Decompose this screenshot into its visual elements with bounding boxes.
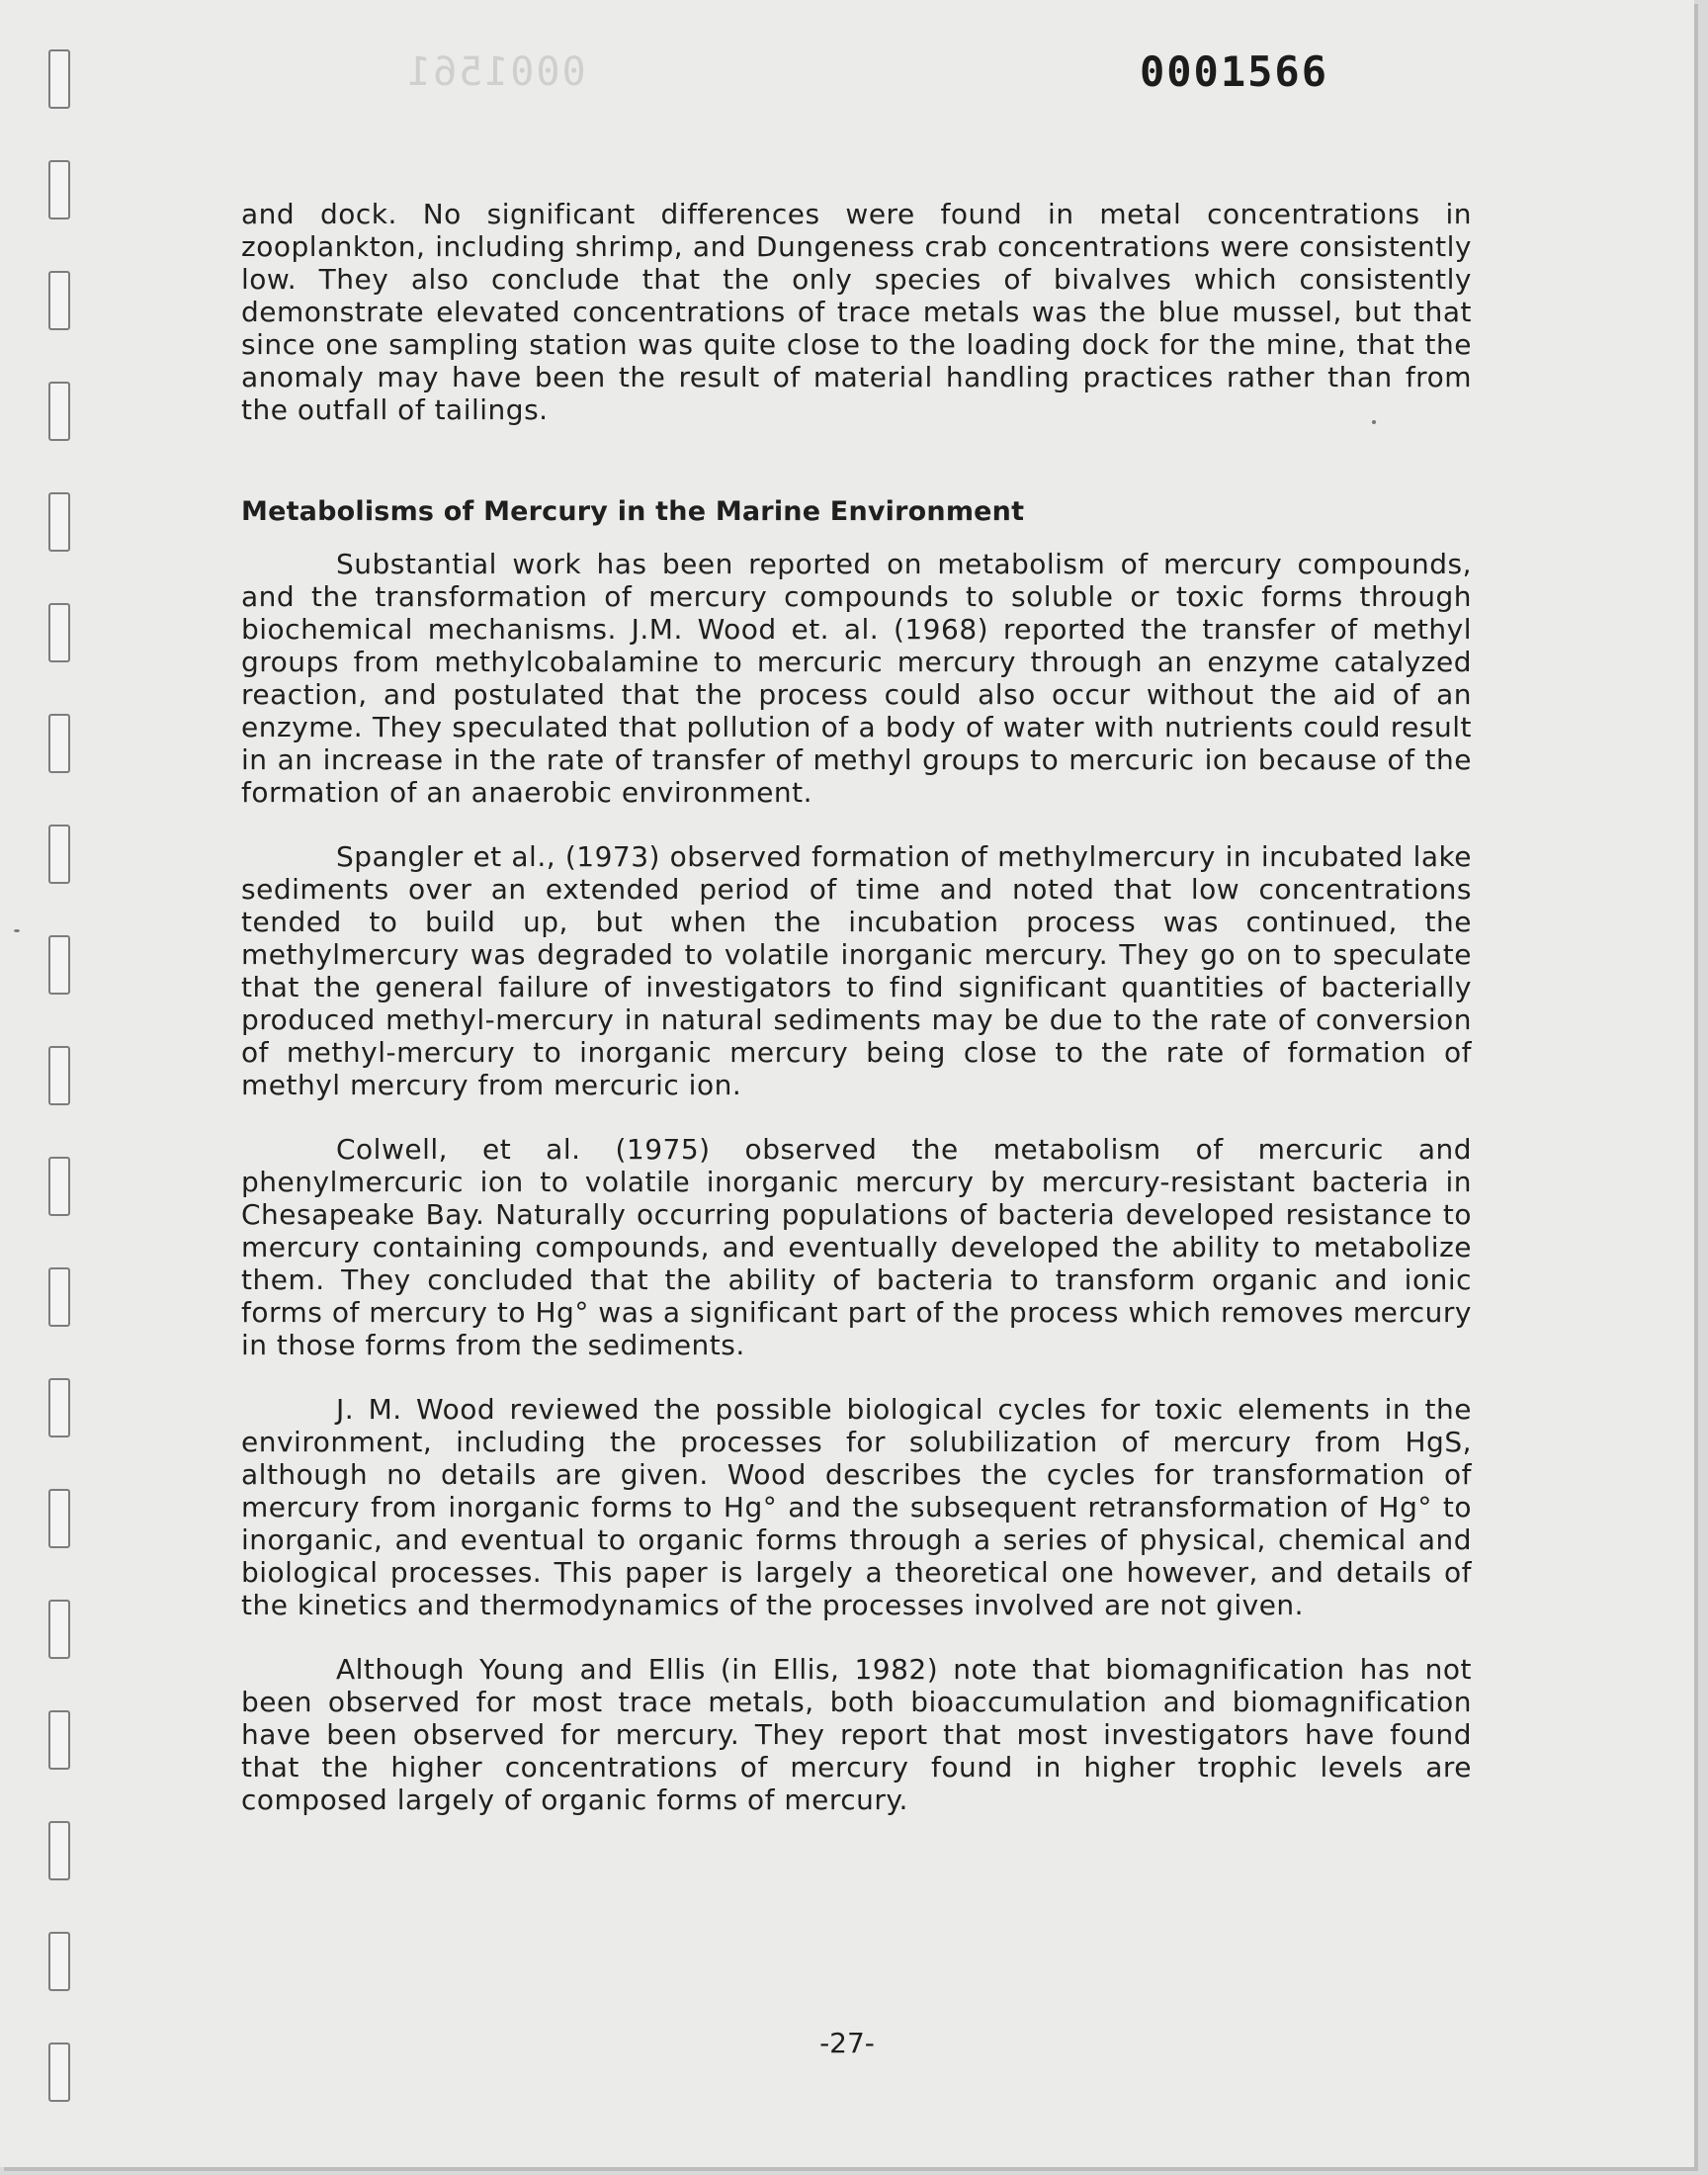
paragraph-spacer [241, 809, 1472, 840]
body-paragraph: J. M. Wood reviewed the possible biological cycles for toxic elements in the environment, including the processes for solubilization of mercury from HgS, although no details are given. Wood describes the cycles for transformation of mercury from inorganic forms to Hg° and the subsequent retransformation of Hg° to inorganic, and eventual to organic forms through a series of physical, chemical and biological processes. This paper is largely a theoretical one however, and details of the kinetics and thermodynamics of the processes involved are not given. [241, 1393, 1472, 1621]
intro-paragraph: and dock. No significant differences were found in metal concentrations in zooplankton, including shrimp, and Dungeness crab concentrations were consistently low. They also conclude that the only species of bivalves which consistently demonstrate elevated concentrations of trace metals was the blue mussel, but that since one sampling station was quite close to the loading dock for the mine, that the anomaly may have been the result of material handling practices rather than from the outfall of tailings. [241, 198, 1472, 426]
punch-hole-strip [48, 49, 74, 2106]
paragraph-spacer [241, 1621, 1472, 1653]
section-heading: Metabolisms of Mercury in the Marine Environment [241, 496, 1025, 527]
punch-hole [48, 1378, 70, 1437]
punch-hole [48, 1046, 70, 1105]
document-number: 0001566 [1139, 47, 1328, 96]
punch-hole [48, 603, 70, 662]
punch-hole [48, 935, 70, 995]
body-paragraph: Colwell, et al. (1975) observed the metabolism of mercuric and phenylmercuric ion to volatile inorganic mercury by mercury-resistant bacteria in Chesapeake Bay. Naturally occurring populations of bacteria developed resistance to mercury containing compounds, and eventually developed the ability to metabolize them. They concluded that the ability of bacteria to transform organic and ionic forms of mercury to Hg° was a significant part of the process which removes mercury in those forms from the sediments. [241, 1133, 1472, 1361]
punch-hole [48, 49, 70, 109]
punch-hole [48, 1932, 70, 1991]
scan-speck [1372, 420, 1376, 424]
scan-speck [14, 929, 20, 932]
body-paragraph: Substantial work has been reported on metabolism of mercury compounds, and the transformation of mercury compounds to soluble or toxic forms through biochemical mechanisms. J.M. Wood et. al. (1968) reported the transfer of methyl groups from methylcobalamine to mercuric mercury through an enzyme catalyzed reaction, and postulated that the process could also occur without the aid of an enzyme. They speculated that pollution of a body of water with nutrients could result in an increase in the rate of transfer of methyl groups to mercuric ion because of the formation of an anaerobic environment. [241, 548, 1472, 809]
punch-hole [48, 160, 70, 219]
punch-hole [48, 1489, 70, 1548]
punch-hole [48, 1821, 70, 1880]
paragraph-spacer [241, 1101, 1472, 1133]
paragraph-spacer [241, 1361, 1472, 1393]
punch-hole [48, 492, 70, 552]
body-paragraph: Spangler et al., (1973) observed formation of methylmercury in incubated lake sediments over an extended period of time and noted that low concentrations tended to build up, but when the incubation process was continued, the methylmercury was degraded to volatile inorganic mercury. They go on to speculate that the general failure of investigators to find significant quantities of bacterially produced methyl-mercury in natural sediments may be due to the rate of conversion of methyl-mercury to inorganic mercury being close to the rate of formation of methyl mercury from mercuric ion. [241, 840, 1472, 1101]
section-spacer [241, 426, 1472, 495]
punch-hole [48, 1157, 70, 1216]
punch-hole [48, 714, 70, 773]
page-number: -27- [819, 2027, 875, 2059]
punch-hole [48, 271, 70, 330]
punch-hole [48, 1600, 70, 1659]
punch-hole [48, 1710, 70, 1770]
punch-hole [48, 1267, 70, 1327]
body-paragraph: Although Young and Ellis (in Ellis, 1982) note that biomagnification has not been observed for most trace metals, both bioaccumulation and biomagnification have been observed for mercury. They report that most investigators have found that the higher concentrations of mercury found in higher trophic levels are composed largely of organic forms of mercury. [241, 1653, 1472, 1816]
punch-hole [48, 825, 70, 884]
bleed-through-document-number: 0001561 [405, 49, 586, 95]
punch-hole [48, 382, 70, 441]
page-content [241, 198, 1472, 1816]
